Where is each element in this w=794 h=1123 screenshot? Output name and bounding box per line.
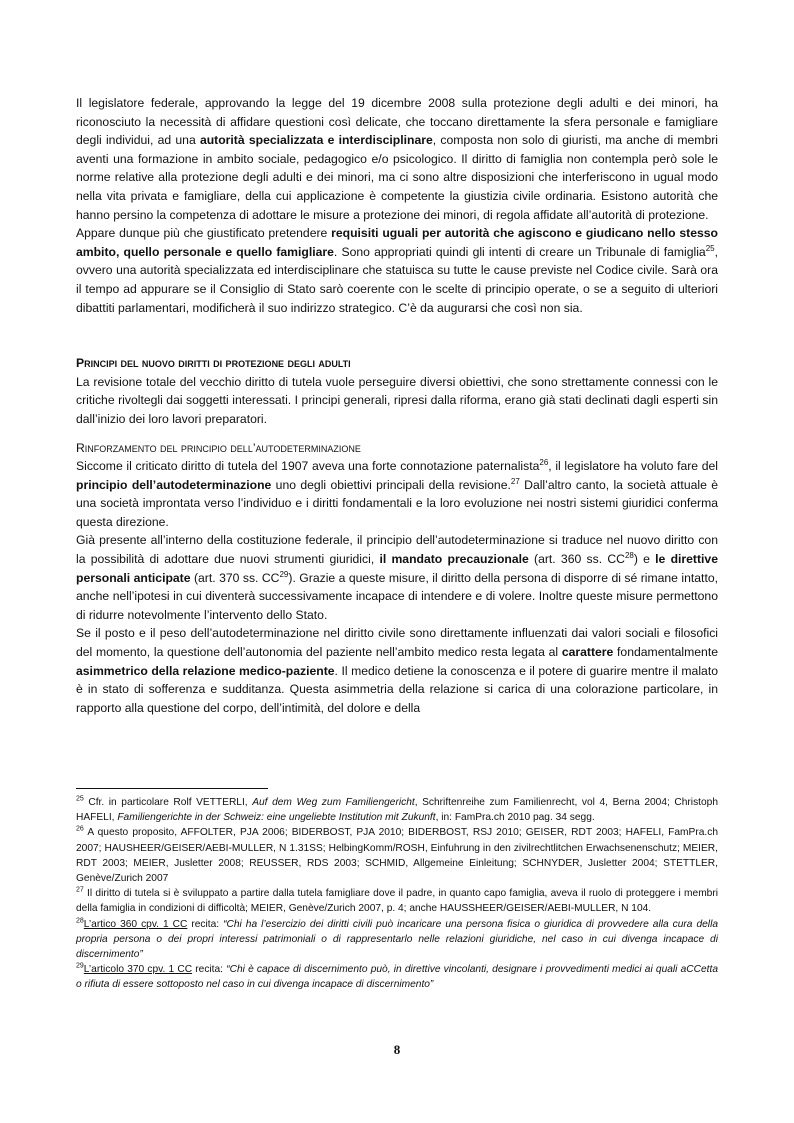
footnote-number: 28 [76,917,84,925]
section-heading: Principi del nuovo diritti di protezione degli adulti [76,356,351,371]
footnote-ref-28[interactable]: 28 [624,551,634,560]
bold-run: le direttive personali anticipate [76,552,718,585]
text-run: recita: [192,964,227,976]
footnote-number: 29 [76,962,84,970]
footnote-ref-29[interactable]: 29 [279,569,289,579]
footnote-28 [76,917,718,963]
footnote-ref-25[interactable]: 25 [705,243,715,253]
text-run: . Il medico detiene la conoscenza e il potere di guarire mentre il malato è in stato di sofferenza e sudditanza. Questa asimmetria della relazione si carica di una colorazione particolare, in rapporto alla questione del corpo, dell’intimità, del dolore e della [76,663,718,715]
italic-run: Familiengerichte in der Schweiz: eine ungeliebte Institution mit Zukunft [117,812,436,824]
bold-run: il mandato precauzionale [379,552,529,567]
footnote-27 [76,886,718,916]
bold-run: requisiti uguali per autorità che agiscono e giudicano nello stesso ambito, quello personale e quello famigliare [76,226,719,259]
text-run: Il diritto di tutela si è sviluppato a partire dalla tutela famigliare dove il padre, in quanto capo famiglia, aveva il ruolo di proteggere i membri della famiglia in condizioni di difficoltà; MEIER, Genève/Zurich 2007, p. 4; anche HAUSSHEER/GEISER/AEBI-MULLER, N 104. [76,888,718,915]
main-text [76,94,718,717]
footnote-29 [76,962,718,992]
text-run: (art. 370 ss. CC [190,570,280,585]
text-run: Siccome il criticato diritto di tutela del 1907 aveva una forte connotazione paternalista [76,459,540,474]
footnotes [76,795,718,993]
text-run: (art. 360 ss. CC [528,552,625,567]
bold-run: principio dell’autodeterminazione [76,477,272,492]
text-run: , il legislatore ha voluto fare del [548,459,718,474]
text-run: , Schriftenreihe zum Familienrecht, vol 4, Berna 2004; Christoph HAFELI, [76,797,718,824]
text-run: Cfr. in particolare Rolf VETTERLI, [83,797,253,808]
text-run: Dall’altro canto, la società attuale è una società improntata verso l’individuo e i diritti fondamentali e la loro evoluzione nei nostri sistemi giuridici conferma questa direzione. [76,477,718,529]
footnote-number: 27 [76,886,84,894]
text-run: , ovvero una autorità specializzata ed interdisciplinare che statuisca su tutte le cause previste nel Codice civile. Sarà ora il tempo ad appurare se il Consiglio di Stato sarò coerente con le scelte di principio operate, o se a seguito di ulteriori dibattiti parlamentari, modificherà il suo indirizzo strategico. C’è da augurarsi che così non sia. [76,244,718,315]
text-run: A questo proposito, AFFOLTER, PJA 2006; BIDERBOST, PJA 2010; BIDERBOST, RSJ 2010; GEISER, RDT 2003; HAFELI, FamPra.ch 2007; HAUSHEER/GEISER/AEBI-MULLER, N 1.31SS; HelbingKomm/ROSH, Einfuhrung in den zivilrechtlitchen Erwachsenenschutz; MEIER, RDT 2003; MEIER, Jusletter 2008; REUSSER, RDS 2003; SCHMID, Allgemeine Einleitung; SCHNYDER, Jusletter 2004; STETTLER, Genève/Zurich 2007 [76,827,718,885]
footnote-number: 25 [76,795,84,803]
italic-run: Auf dem Weg zum Familiengericht [252,797,415,808]
paragraph-2 [76,224,718,317]
italic-run: “Chi è capace di discernimento può, in direttive vincolanti, designare i provvedimenti medici ai quali aCCetta o rifiuta di essere sottoposto nel caso in cui divenga incapace di discernimento” [76,964,719,991]
bold-run: autorità specializzata e interdisciplinare [199,133,433,148]
paragraph-5 [76,531,718,624]
footnote-number: 26 [76,826,84,834]
footnote-ref-27[interactable]: 27 [510,476,520,486]
text-run: , in: FamPra.ch 2010 pag. 34 segg. [435,812,595,824]
subsection-heading: Rinforzamento del principio dell’autodeterminazione [76,440,361,455]
paragraph-1 [76,94,718,224]
footnote-ref-26[interactable]: 26 [539,458,549,468]
text-run: ). Grazie a queste misure, il diritto della persona di disporre di sé rimane intatto, anche nell’ipotesi in cui diventerà successivamente incapace di intendere e di volere. Inoltre queste misure permettono di ridurre notevolmente l’intervento dello Stato. [76,570,718,622]
text-run: fondamentalmente [613,645,718,660]
text-run: Appare dunque più che giustificato pretendere [76,226,332,241]
footnote-26 [76,825,718,886]
article-link[interactable]: L’artico 360 cpv. 1 CC [83,918,188,930]
text-run: uno degli obiettivi principali della revisione. [271,477,511,492]
text-run: recita: [187,918,224,930]
text-run: Se il posto e il peso dell’autodeterminazione nel diritto civile sono direttamente influenzati dai valori sociali e filosofici del momento, la questione dell’autonomia del paziente nell’ambito medico resta legata al [76,626,718,660]
footnote-25 [76,795,718,825]
italic-run: “Chi ha l’esercizio dei diritti civili può incaricare una persona fisica o giuridica di provvedere alla cura della propria persona o dei propri interessi patrimoniali o di rappresentarlo nelle relazioni giuridiche, nel caso in cui divenga incapace di discernimento” [76,918,718,961]
bold-run: asimmetrico della relazione medico-paziente [76,663,335,678]
text-run: , composta non solo di giuristi, ma anche di membri aventi una formazione in ambito sociale, pedagogico e/o psicologico. Il diritto di famiglia non contempla però sole le norme relative alla protezione degli adulti e dei minori, ma ci sono altre disposizioni che interferiscono in ugual modo nella vita privata e famigliare, della cui applicazione è competente la giustizia civile ordinaria. Esistono autorità che hanno persino la competenza di adottare le misure a protezione dei minori, di regola affidate all’autorità di protezione. [76,133,718,222]
text-run: Il legislatore federale, approvando la legge del 19 dicembre 2008 sulla protezione degli adulti e dei minori, ha riconosciuto la necessità di affidare questioni così delicate, che toccano direttamente la sfera personale e famigliare degli individui, ad una [76,96,718,148]
paragraph-3: La revisione totale del vecchio diritto di tutela vuole perseguire diversi obiettivi, che sono strettamente connessi con le critiche rivoltegli dai soggetti interessati. I principi generali, ripresi dalla riforma, erano già stati declinati dagli esperti sin dall’inizio dei loro lavori preparatori. [76,374,718,426]
article-link[interactable]: L’articolo 370 cpv. 1 CC [83,964,193,976]
paragraph-4 [76,457,718,531]
page-number: 8 [393,1042,401,1057]
text-run: ) e [633,552,656,567]
text-run: . Sono appropriati quindi gli intenti di creare un Tribunale di famiglia [333,244,706,259]
paragraph-6 [76,624,718,717]
bold-run: carattere [561,645,614,660]
text-run: Già presente all’interno della costituzione federale, il principio dell’autodeterminazione si traduce nel nuovo diritto con la possibilità di adottare due nuovi strumenti giuridici, [76,533,718,567]
footnote-separator [76,788,268,789]
